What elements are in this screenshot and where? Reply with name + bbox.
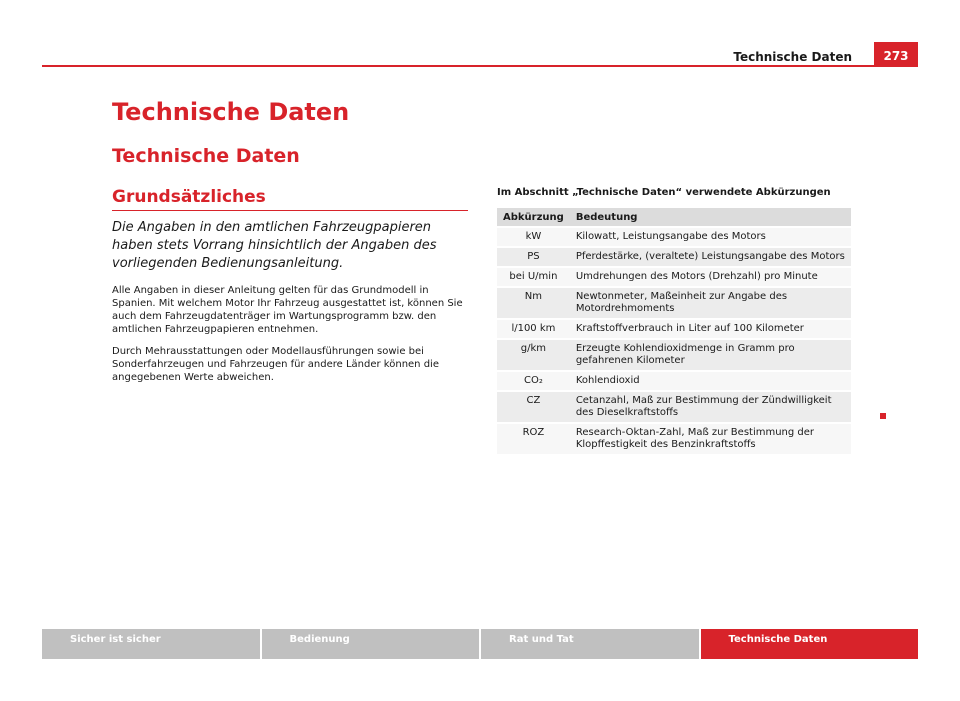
table-row	[497, 392, 851, 422]
lead-paragraph: Die Angaben in den amtlichen Fahrzeugpapieren haben stets Vorrang hinsichtlich der Angaben des vorliegenden Bedienungsanleitung.	[112, 220, 437, 271]
meaning-cell: Kilowatt, Leistungsangabe des Motors	[570, 228, 851, 246]
footer-tab-sicher-ist-sicher[interactable]: Sicher ist sicher	[42, 629, 262, 659]
meaning-cell: Umdrehungen des Motors (Drehzahl) pro Minute	[570, 268, 851, 286]
body-paragraph-2: Durch Mehrausstattungen oder Modellausführungen sowie bei Sonderfahrzeugen und Fahrzeugen für andere Länder können die angegebenen Werte abweichen.	[112, 346, 439, 383]
table-row	[497, 340, 851, 370]
table-row	[497, 228, 851, 246]
abbreviation-cell: Nm	[497, 288, 570, 318]
footer-navigation	[42, 629, 918, 659]
abbreviation-cell: bei U/min	[497, 268, 570, 286]
table-row	[497, 248, 851, 266]
table-caption: Im Abschnitt „Technische Daten“ verwendete Abkürzungen	[497, 187, 831, 198]
section-title: Technische Daten	[112, 145, 300, 167]
abbreviation-cell: g/km	[497, 340, 570, 370]
abbreviation-cell: CZ	[497, 392, 570, 422]
running-header-title: Technische Daten	[733, 50, 852, 64]
meaning-cell: Newtonmeter, Maßeinheit zur Angabe des Motordrehmoments	[570, 288, 851, 318]
abbreviation-cell: l/100 km	[497, 320, 570, 338]
section-end-marker	[880, 413, 886, 419]
meaning-cell: Cetanzahl, Maß zur Bestimmung der Zündwilligkeit des Dieselkraftstoffs	[570, 392, 851, 422]
table-row	[497, 424, 851, 454]
column-header-abbreviation: Abkürzung	[497, 208, 570, 226]
abbreviation-cell: CO₂	[497, 372, 570, 390]
footer-tab-technische-daten[interactable]: Technische Daten	[701, 629, 919, 659]
table-header-row	[497, 208, 851, 226]
footer-tab-rat-und-tat[interactable]: Rat und Tat	[481, 629, 701, 659]
meaning-cell: Research-Oktan-Zahl, Maß zur Bestimmung der Klopffestigkeit des Benzinkraftstoffs	[570, 424, 851, 454]
meaning-cell: Erzeugte Kohlendioxidmenge in Gramm pro gefahrenen Kilometer	[570, 340, 851, 370]
header-rule	[42, 65, 918, 67]
table-row	[497, 372, 851, 390]
abbreviation-cell: ROZ	[497, 424, 570, 454]
table-row	[497, 288, 851, 318]
footer-tab-bedienung[interactable]: Bedienung	[262, 629, 482, 659]
abbreviation-cell: PS	[497, 248, 570, 266]
meaning-cell: Pferdestärke, (veraltete) Leistungsangabe des Motors	[570, 248, 851, 266]
chapter-title: Technische Daten	[112, 98, 350, 126]
table-row	[497, 268, 851, 286]
abbreviations-table	[497, 206, 851, 456]
table-row	[497, 320, 851, 338]
meaning-cell: Kraftstoffverbrauch in Liter auf 100 Kilometer	[570, 320, 851, 338]
subsection-title: Grundsätzliches	[112, 187, 266, 207]
body-paragraph-1: Alle Angaben in dieser Anleitung gelten für das Grundmodell in Spanien. Mit welchem Motor Ihr Fahrzeug ausgestattet ist, können Sie auch dem Fahrzeugdatenträger im Wartungsprogramm bzw. den amtlichen Fahrzeugpapieren entnehmen.	[112, 285, 463, 335]
subsection-rule	[112, 210, 468, 211]
abbreviation-cell: kW	[497, 228, 570, 246]
page-number: 273	[874, 42, 918, 67]
column-header-meaning: Bedeutung	[570, 208, 851, 226]
meaning-cell: Kohlendioxid	[570, 372, 851, 390]
